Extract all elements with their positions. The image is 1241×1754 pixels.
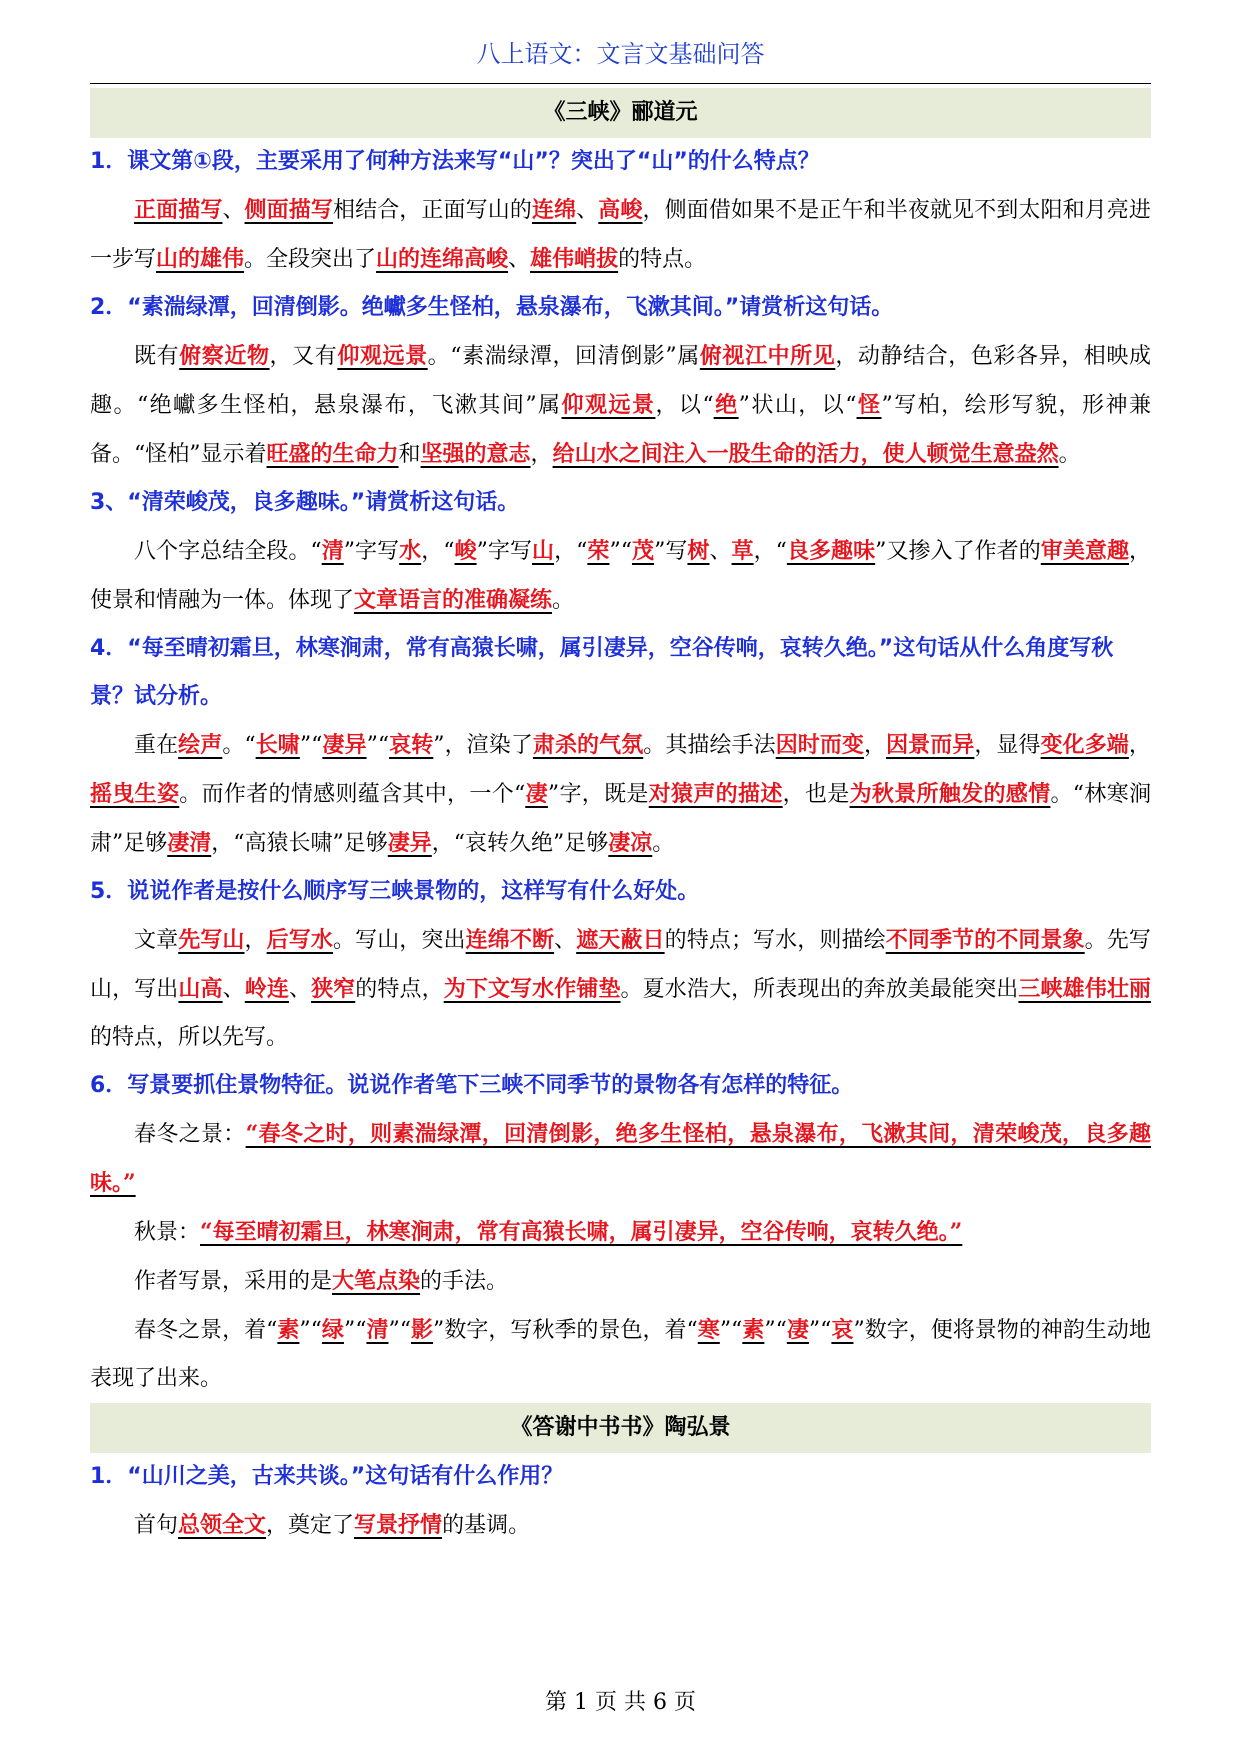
answer-paragraph bbox=[90, 721, 1151, 868]
key-point: 山高 bbox=[178, 976, 223, 1002]
answer-text: 。 bbox=[552, 588, 575, 613]
answer-text: ，侧面借如果不是正午和半夜就见不到太阳和月亮进一步写 bbox=[90, 198, 1151, 272]
answer-text: ，“哀转久绝”足够 bbox=[431, 831, 609, 856]
answer-text: 。夏水浩大，所表现出的奔放美最能突出 bbox=[620, 977, 1019, 1002]
key-point: 荣 bbox=[587, 538, 610, 564]
key-point: 俯察近物 bbox=[179, 343, 270, 369]
answer-text: ”数字，写秋季的景色，着“ bbox=[433, 1318, 698, 1343]
answer-text: 首句 bbox=[134, 1513, 179, 1538]
answer-text: ”字写 bbox=[476, 539, 532, 564]
answer-text: ，显得 bbox=[974, 733, 1041, 758]
key-point: 文章语言的准确凝练 bbox=[354, 587, 553, 613]
answer-text: 春冬之景，着“ bbox=[134, 1318, 278, 1343]
key-point: 岭连 bbox=[244, 976, 289, 1002]
key-point: 先写山 bbox=[178, 927, 245, 953]
answer-text: ”，渲染了 bbox=[433, 733, 533, 758]
answer-text: 的特点；写水，则描绘 bbox=[664, 928, 886, 953]
answer-text: ，又有 bbox=[269, 344, 338, 369]
question: 5．说说作者是按什么顺序写三峡景物的，这样写有什么好处。 bbox=[90, 879, 700, 904]
key-point: 峻 bbox=[454, 538, 477, 564]
key-point: 不同季节的不同景象 bbox=[885, 927, 1085, 953]
key-point: 绘声 bbox=[178, 732, 223, 758]
key-point: 怪 bbox=[856, 392, 882, 418]
key-point: 遮天蔽日 bbox=[576, 927, 665, 953]
key-point: 因时而变 bbox=[775, 732, 864, 758]
answer-text: ”“ bbox=[299, 1318, 322, 1343]
answer-text: ，以“ bbox=[655, 393, 714, 418]
answer-text: ，也是 bbox=[782, 782, 850, 807]
answer-text: 的特点， bbox=[355, 977, 444, 1002]
answer-text: 、 bbox=[554, 928, 577, 953]
answer-text: 的特点，所以先写。 bbox=[90, 1025, 289, 1050]
key-point: 俯视江中所见 bbox=[699, 343, 836, 369]
key-point: 草 bbox=[731, 538, 754, 564]
question: 1．课文第①段，主要采用了何种方法来写“山”？突出了“山”的什么特点？ bbox=[90, 149, 820, 174]
key-point: 凄凉 bbox=[608, 830, 653, 856]
answer-paragraph bbox=[90, 1306, 1151, 1403]
key-point: 对猿声的描述 bbox=[648, 781, 783, 807]
question: 3、“清荣峻茂，良多趣味。”请赏析这句话。 bbox=[90, 490, 520, 515]
section-title: 《答谢中书书》陶弘景 bbox=[90, 1403, 1151, 1453]
answer-paragraph bbox=[90, 332, 1151, 479]
answer-text: 的基调。 bbox=[442, 1513, 531, 1538]
header-divider bbox=[90, 83, 1151, 84]
answer-text: ，“ bbox=[753, 539, 787, 564]
answer-text: ， bbox=[864, 733, 887, 758]
key-point: 凄异 bbox=[387, 830, 432, 856]
answer-text: 的特点。 bbox=[618, 247, 707, 272]
key-point: 寒 bbox=[697, 1317, 720, 1343]
answer-text: ”写柏，绘形写貌，形神兼备。“怪柏”显示着 bbox=[90, 393, 1151, 467]
page-title: 八上语文：文言文基础问答 bbox=[476, 40, 765, 68]
key-point: 总领全文 bbox=[178, 1512, 267, 1538]
key-point: 水 bbox=[399, 538, 422, 564]
answer-text: ”“ bbox=[719, 1318, 743, 1343]
answer-text: 。“ bbox=[222, 733, 256, 758]
key-point: 山 bbox=[532, 538, 555, 564]
key-point: 坚强的意志 bbox=[420, 441, 531, 467]
question: 2．“素湍绿潭，回清倒影。绝巘多生怪柏，悬泉瀑布，飞漱其间。”请赏析这句话。 bbox=[90, 295, 894, 320]
answer-text: 文章 bbox=[134, 928, 179, 953]
answer-text: 。 bbox=[1058, 442, 1081, 467]
answer-text: ”“ bbox=[343, 1318, 367, 1343]
answer-text: ， bbox=[530, 442, 553, 467]
key-point: 连绵 bbox=[531, 197, 577, 223]
answer-text: ”“ bbox=[366, 733, 390, 758]
answer-text: 相结合，正面写山的 bbox=[332, 198, 532, 223]
answer-text: ， bbox=[244, 928, 267, 953]
key-point: 良多趣味 bbox=[786, 538, 876, 564]
answer-text: 、 bbox=[709, 539, 732, 564]
answer-text: ”又掺入了作者的 bbox=[875, 539, 1041, 564]
answer-text: 、 bbox=[288, 977, 312, 1002]
key-point: 狭窄 bbox=[311, 976, 356, 1002]
key-point: “春冬之时，则素湍绿潭，回清倒影，绝多生怪柏，悬泉瀑布，飞漱其间，清荣峻茂，良多趣味。” bbox=[90, 1121, 1151, 1196]
answer-text: 、 bbox=[222, 977, 245, 1002]
answer-text: 八个字总结全段。“ bbox=[134, 539, 322, 564]
answer-text: ”“ bbox=[388, 1318, 411, 1343]
question: 1．“山川之美，古来共谈。”这句话有什么作用？ bbox=[90, 1464, 564, 1489]
key-point: 给山水之间注入一股生命的活力，使人顿觉生意盎然 bbox=[552, 441, 1059, 467]
answer-text: ”“ bbox=[808, 1318, 832, 1343]
answer-text: ，动静结合，色彩各异，相映成趣。“绝巘多生怪柏，悬泉瀑布，飞漱其间”属 bbox=[90, 344, 1151, 418]
answer-text: 。先写山，写出 bbox=[90, 928, 1151, 1002]
key-point: 写景抒情 bbox=[354, 1512, 443, 1538]
key-point: 后写水 bbox=[266, 927, 333, 953]
key-point: 凄异 bbox=[322, 732, 367, 758]
key-point: 审美意趣 bbox=[1040, 538, 1129, 564]
answer-text: ， bbox=[1128, 733, 1151, 758]
key-point: 高峻 bbox=[598, 197, 643, 223]
key-point: 仰观远景 bbox=[337, 343, 428, 369]
key-point: 树 bbox=[687, 538, 710, 564]
answer-text: ，奠定了 bbox=[266, 1513, 355, 1538]
answer-text: ，“ bbox=[554, 539, 588, 564]
key-point: 素 bbox=[277, 1317, 300, 1343]
key-point: 素 bbox=[742, 1317, 765, 1343]
key-point: 摇曳生姿 bbox=[90, 781, 180, 807]
key-point: 凄清 bbox=[167, 830, 212, 856]
answer-text: 春冬之景： bbox=[134, 1122, 246, 1147]
document-body bbox=[90, 88, 1151, 1550]
section-title: 《三峡》郦道元 bbox=[90, 88, 1151, 138]
answer-text: ”数字，便将景物的神韵生动地表现了出来。 bbox=[90, 1318, 1151, 1391]
answer-text: ”状山，以“ bbox=[738, 393, 857, 418]
answer-text: ”字，既是 bbox=[547, 782, 649, 807]
key-point: 正面描写 bbox=[134, 197, 223, 223]
key-point: 雄伟峭拔 bbox=[530, 246, 619, 272]
answer-text: 。全段突出了 bbox=[244, 247, 377, 272]
key-point: 仰观远景 bbox=[561, 392, 656, 418]
key-point: 连绵不断 bbox=[465, 927, 555, 953]
answer-text: ”写 bbox=[654, 539, 688, 564]
answer-text: ，“ bbox=[421, 539, 455, 564]
answer-text: ”“ bbox=[609, 539, 632, 564]
key-point: 肃杀的气氛 bbox=[532, 732, 644, 758]
key-point: 凄 bbox=[525, 781, 548, 807]
question: 6．写景要抓住景物特征。说说作者笔下三峡不同季节的景物各有怎样的特征。 bbox=[90, 1073, 854, 1098]
answer-text: 作者写景，采用的是 bbox=[134, 1269, 333, 1294]
answer-text: 。而作者的情感则蕴含其中，一个“ bbox=[179, 782, 526, 807]
answer-text: 。写山，突出 bbox=[332, 928, 466, 953]
answer-paragraph bbox=[90, 1257, 1151, 1306]
answer-text: 既有 bbox=[134, 344, 180, 369]
key-point: 影 bbox=[411, 1317, 434, 1343]
answer-text: ”“ bbox=[764, 1318, 787, 1343]
answer-text: 。其描绘手法 bbox=[643, 733, 776, 758]
answer-text: ”字写 bbox=[343, 539, 400, 564]
answer-text: 重在 bbox=[134, 733, 179, 758]
answer-text: 、 bbox=[508, 247, 531, 272]
answer-paragraph bbox=[90, 1501, 1151, 1550]
answer-paragraph bbox=[90, 186, 1151, 284]
answer-text: 。“素湍绿潭，回清倒影”属 bbox=[427, 344, 700, 369]
key-point: 变化多端 bbox=[1040, 732, 1129, 758]
key-point: 清 bbox=[366, 1317, 389, 1343]
answer-paragraph bbox=[90, 1208, 1151, 1257]
key-point: 哀转 bbox=[389, 732, 434, 758]
key-point: 侧面描写 bbox=[244, 197, 333, 223]
key-point: 茂 bbox=[631, 538, 655, 564]
answer-text: 、 bbox=[222, 198, 245, 223]
key-point: 为下文写水作铺垫 bbox=[443, 976, 621, 1002]
answer-text: 、 bbox=[576, 198, 599, 223]
key-point: 旺盛的生命力 bbox=[266, 441, 399, 467]
answer-paragraph bbox=[90, 916, 1151, 1062]
key-point: 凄 bbox=[786, 1317, 809, 1343]
key-point: 因景而异 bbox=[886, 732, 975, 758]
key-point: 绝 bbox=[713, 392, 739, 418]
answer-text: 。 bbox=[652, 831, 675, 856]
key-point: 大笔点染 bbox=[332, 1268, 421, 1294]
answer-text: ”“ bbox=[299, 733, 323, 758]
question: 4．“每至晴初霜旦，林寒涧肃，常有高猿长啸，属引凄异，空谷传响，哀转久绝。”这句话从什么角度写秋景？试分析。 bbox=[90, 636, 1114, 709]
answer-text: ，“高猿长啸”足够 bbox=[211, 831, 388, 856]
answer-text: 和 bbox=[398, 442, 421, 467]
page-footer: 第 1 页 共 6 页 bbox=[545, 1690, 696, 1715]
key-point: 三峡雄伟壮丽 bbox=[1018, 976, 1151, 1002]
answer-text: ，使景和情融为一体。体现了 bbox=[90, 539, 1152, 613]
key-point: “每至晴初霜旦，林寒涧肃，常有高猿长啸，属引凄异，空谷传响，哀转久绝。” bbox=[200, 1219, 963, 1245]
answer-text: 。“林寒涧肃”足够 bbox=[90, 782, 1151, 856]
key-point: 山的雄伟 bbox=[156, 246, 245, 272]
answer-paragraph bbox=[90, 1110, 1151, 1208]
key-point: 长啸 bbox=[255, 732, 300, 758]
key-point: 清 bbox=[321, 538, 344, 564]
key-point: 哀 bbox=[831, 1317, 854, 1343]
answer-paragraph bbox=[90, 527, 1151, 625]
key-point: 为秋景所触发的感情 bbox=[849, 781, 1051, 807]
answer-text: 秋景： bbox=[134, 1220, 201, 1245]
key-point: 山的连绵高峻 bbox=[376, 246, 509, 272]
key-point: 绿 bbox=[321, 1317, 344, 1343]
answer-text: 的手法。 bbox=[420, 1269, 509, 1294]
